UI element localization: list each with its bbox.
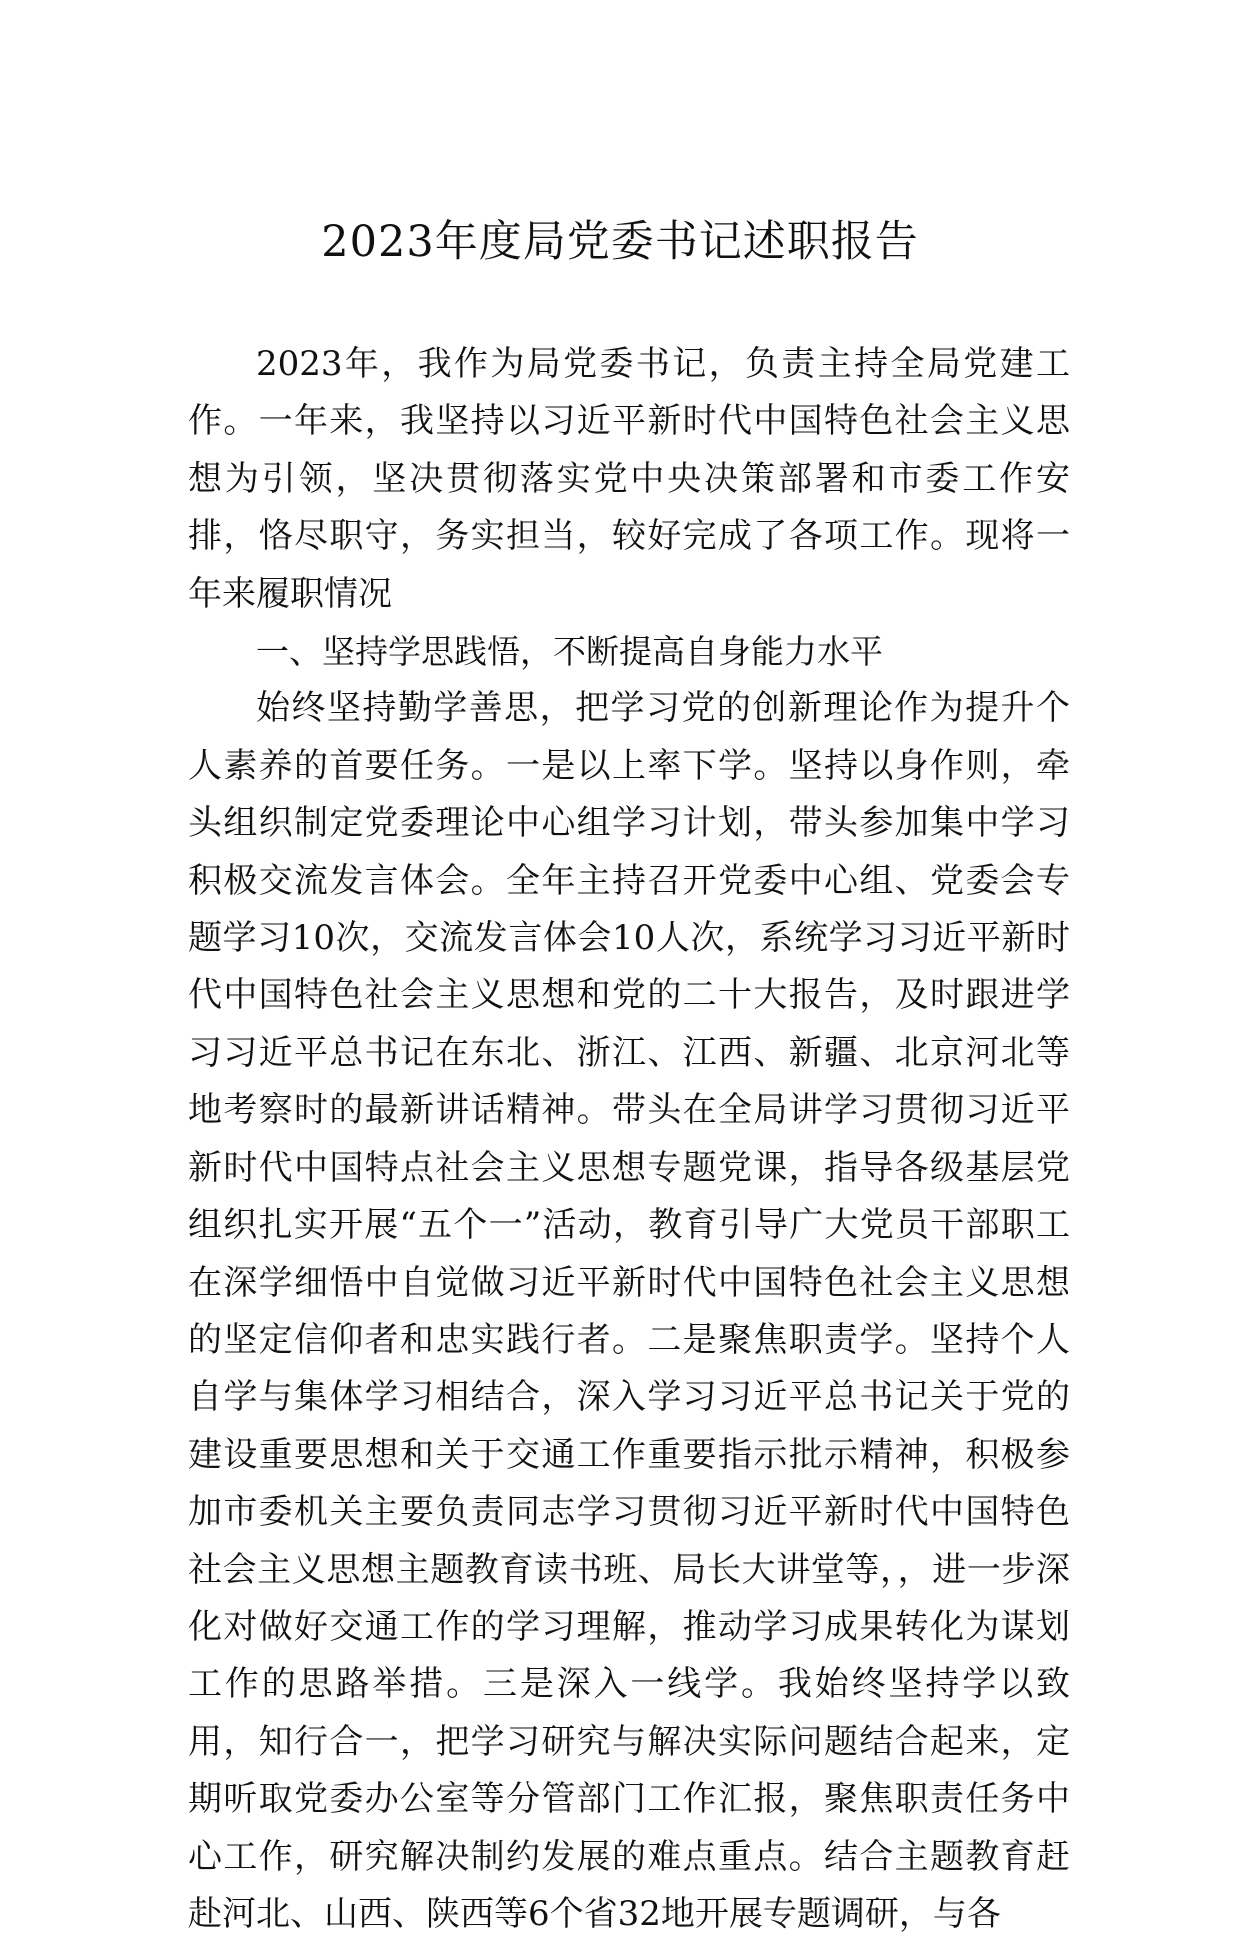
intro-paragraph: 2023年，我作为局党委书记，负责主持全局党建工作。一年来，我坚持以习近平新时代中国特色社会主义思想为引领，坚决贯彻落实党中央决策部署和市委工作安排，恪尽职守，务实担当，较好完成了各项工作。现将一年来履职情况	[188, 344, 1070, 614]
document-body	[188, 336, 1070, 1943]
section-heading: 一、坚持学思践悟，不断提高自身能力水平	[256, 632, 883, 672]
document-title: 2023年度局党委书记述职报告	[321, 217, 919, 267]
section-paragraph: 始终坚持勤学善思，把学习党的创新理论作为提升个人素养的首要任务。一是以上率下学。坚持以身作则，牵头组织制定党委理论中心组学习计划，带头参加集中学习积极交流发言体会。全年主持召开党委中心组、党委会专题学习10次，交流发言体会10人次，系统学习习近平新时代中国特色社会主义思想和党的二十大报告，及时跟进学习习近平总书记在东北、浙江、江西、新疆、北京河北等地考察时的最新讲话精神。带头在全局讲学习贯彻习近平新时代中国特点社会主义思想专题党课，指导各级基层党组织扎实开展“五个一”活动，教育引导广大党员干部职工在深学细悟中自觉做习近平新时代中国特色社会主义思想的坚定信仰者和忠实践行者。二是聚焦职责学。坚持个人自学与集体学习相结合，深入学习习近平总书记关于党的建设重要思想和关于交通工作重要指示批示精神，积极参加市委机关主要负责同志学习贯彻习近平新时代中国特色社会主义思想主题教育读书班、局长大讲堂等，，进一步深化对做好交通工作的学习理解，推动学习成果转化为谋划工作的思路举措。三是深入一线学。我始终坚持学以致用，知行合一，把学习研究与解决实际问题结合起来，定期听取党委办公室等分管部门工作汇报，聚焦职责任务中心工作，研究解决制约发展的难点重点。结合主题教育赶赴河北、山西、陕西等6个省32地开展专题调研，与各	[188, 688, 1070, 1934]
